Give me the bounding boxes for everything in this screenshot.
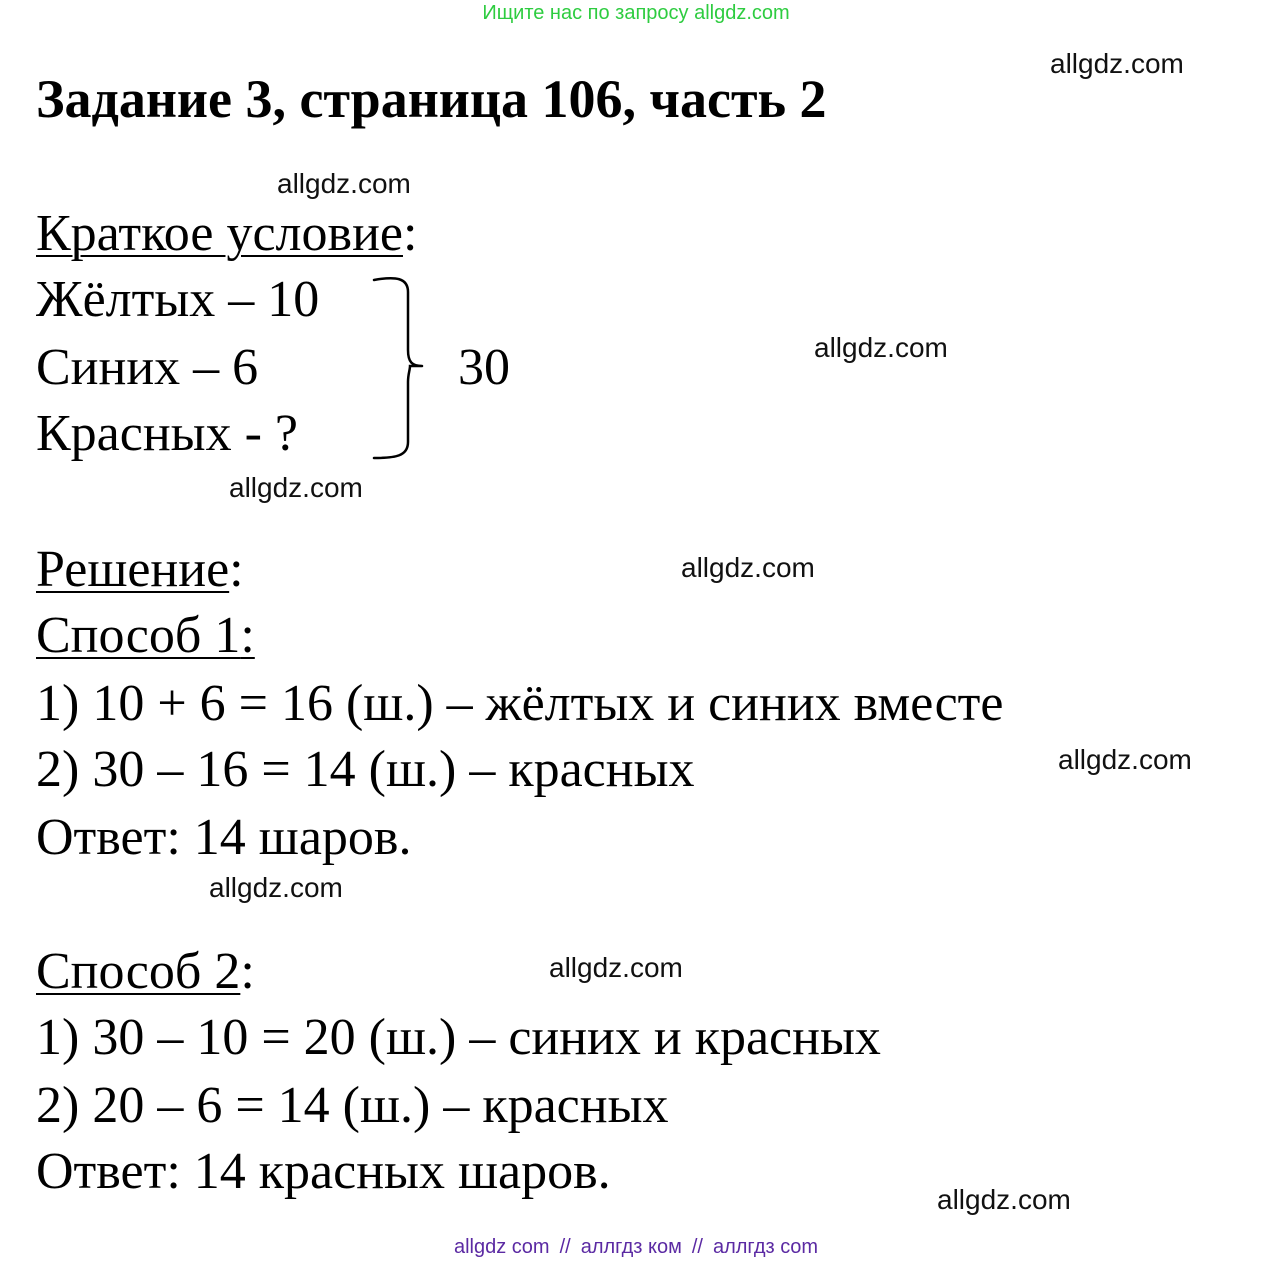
footer-link-2[interactable]: аллгдз ком [580, 1236, 682, 1258]
watermark: allgdz.com [229, 472, 363, 503]
footer-separator: // [559, 1236, 571, 1258]
condition-line-red: Красных - ? [36, 405, 299, 462]
footer [0, 1236, 1272, 1259]
method2-heading-text: Способ 2 [36, 943, 241, 1000]
method2-step-1: 1) 30 – 10 = 20 (ш.) – синих и красных [36, 1009, 881, 1066]
watermark: allgdz.com [209, 872, 343, 903]
method2-answer: Ответ: 14 красных шаров. [36, 1143, 611, 1200]
method1-step-1: 1) 10 + 6 = 16 (ш.) – жёлтых и синих вместе [36, 675, 1004, 732]
solution-heading-text: Решение [36, 541, 230, 598]
condition-heading-text: Краткое условие [36, 205, 403, 262]
method1-answer: Ответ: 14 шаров. [36, 809, 412, 866]
method1-step-2: 2) 30 – 16 = 14 (ш.) – красных [36, 741, 695, 798]
footer-link-1[interactable]: allgdz com [453, 1236, 550, 1258]
condition-heading-colon: : [402, 205, 418, 262]
watermark: allgdz.com [1050, 48, 1184, 79]
method2-heading [36, 942, 255, 1002]
solution-heading [36, 540, 244, 600]
method1-heading-text: Способ 1 [36, 607, 241, 664]
method2-step-2: 2) 20 – 6 = 14 (ш.) – красных [36, 1077, 669, 1134]
solution-heading-colon: : [229, 541, 244, 598]
watermark: allgdz.com [681, 552, 815, 583]
condition-total: 30 [458, 339, 510, 396]
brace-icon [368, 270, 428, 470]
page-title: Задание 3, страница 106, часть 2 [36, 69, 827, 129]
condition-line-yellow: Жёлтых – 10 [36, 271, 320, 328]
watermark: allgdz.com [814, 332, 948, 363]
method1-heading [36, 606, 255, 666]
top-banner: Ищите нас по запросу allgdz.com [482, 2, 790, 24]
watermark: allgdz.com [1058, 744, 1192, 775]
method1-heading-colon: : [240, 607, 255, 664]
watermark: allgdz.com [549, 952, 683, 983]
method2-heading-colon: : [240, 943, 255, 1000]
watermark: allgdz.com [937, 1184, 1071, 1215]
condition-line-blue: Синих – 6 [36, 339, 259, 396]
watermark: allgdz.com [277, 168, 411, 199]
footer-separator: // [691, 1236, 703, 1258]
footer-link-3[interactable]: аллгдз com [712, 1236, 818, 1258]
condition-heading [36, 204, 417, 264]
